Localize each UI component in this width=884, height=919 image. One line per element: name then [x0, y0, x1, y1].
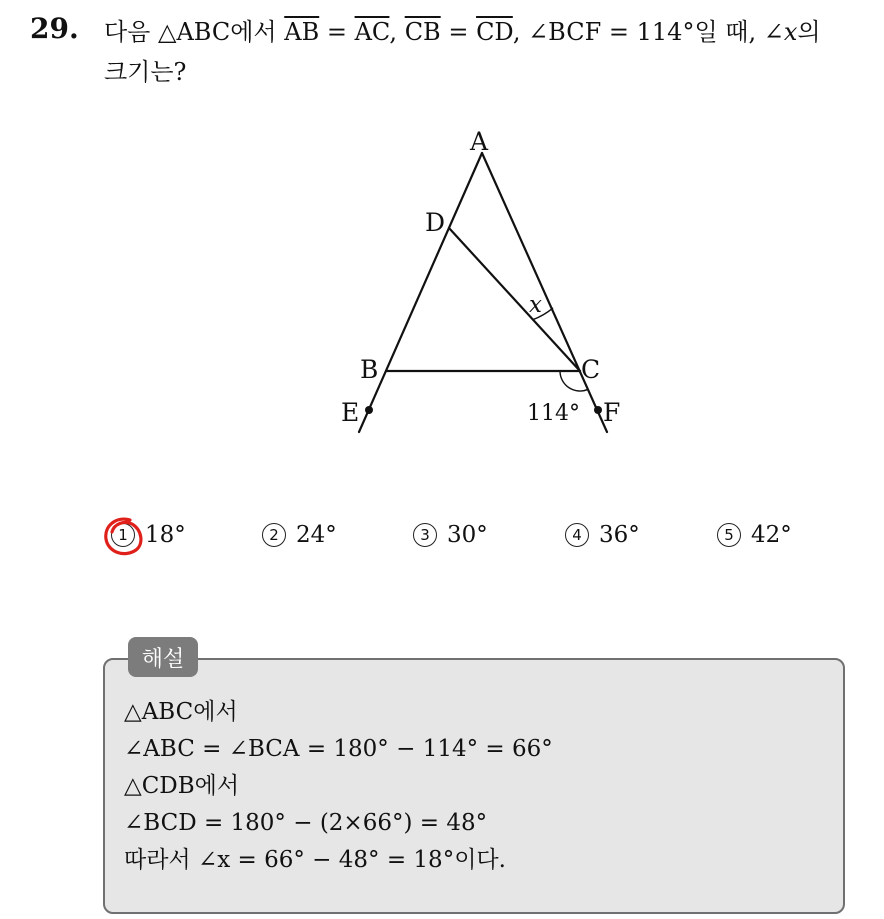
choice-value: 42° [751, 522, 792, 548]
choice-number: 5 [717, 523, 741, 547]
label-b: B [360, 355, 379, 384]
line-a-e [359, 153, 482, 432]
choice-number: 1 [111, 523, 135, 547]
choice-2[interactable] [262, 522, 337, 548]
label-x: x [529, 292, 542, 318]
solution-line: ∠ABC = ∠BCA = 180° − 114° = 66° [124, 736, 553, 762]
solution-tag: 해설 [128, 637, 198, 677]
solution-line: 따라서 ∠x = 66° − 48° = 18°이다. [124, 847, 506, 873]
segment-cb: $\overline{CB}$ [404, 18, 441, 46]
label-c: C [581, 355, 601, 384]
choice-5[interactable] [717, 522, 792, 548]
point-e [365, 406, 373, 414]
question-line-2: 크기는? [104, 58, 187, 86]
choice-4[interactable] [565, 522, 640, 548]
choice-3[interactable] [413, 522, 488, 548]
choice-number: 3 [413, 523, 437, 547]
label-d: D [425, 208, 446, 237]
label-a: A [470, 127, 489, 156]
segment-ab: $\overline{AB}$ [284, 18, 320, 46]
solution-lines [124, 694, 553, 879]
label-f: F [603, 398, 621, 427]
label-114: 114° [527, 401, 580, 426]
solution-line: △CDB에서 [124, 773, 240, 799]
solution-line: △ABC에서 [124, 699, 238, 725]
question-number: 29. [30, 12, 79, 45]
choice-value: 36° [599, 522, 640, 548]
line-a-f [482, 153, 607, 432]
label-e: E [341, 398, 360, 427]
segment-cd: $\overline{CD}$ [476, 18, 513, 46]
answer-mark-circle [100, 512, 148, 560]
point-f [594, 406, 602, 414]
segment-dc [449, 228, 580, 371]
choice-value: 30° [447, 522, 488, 548]
choice-value: 24° [296, 522, 337, 548]
variable-x: x [783, 18, 798, 46]
question-line-1: 다음 △ABC에서 $\overline{AB} = \overline{AC}$, $\overline{CB} = \overline{CD}$, ∠BCF = 114°일 때, ∠x의 [104, 18, 821, 46]
segment-ac: $\overline{AC}$ [354, 18, 390, 46]
choice-number: 4 [565, 523, 589, 547]
solution-line: ∠BCD = 180° − (2×66°) = 48° [124, 810, 488, 836]
choice-value: 18° [145, 522, 186, 548]
choice-number: 2 [262, 523, 286, 547]
